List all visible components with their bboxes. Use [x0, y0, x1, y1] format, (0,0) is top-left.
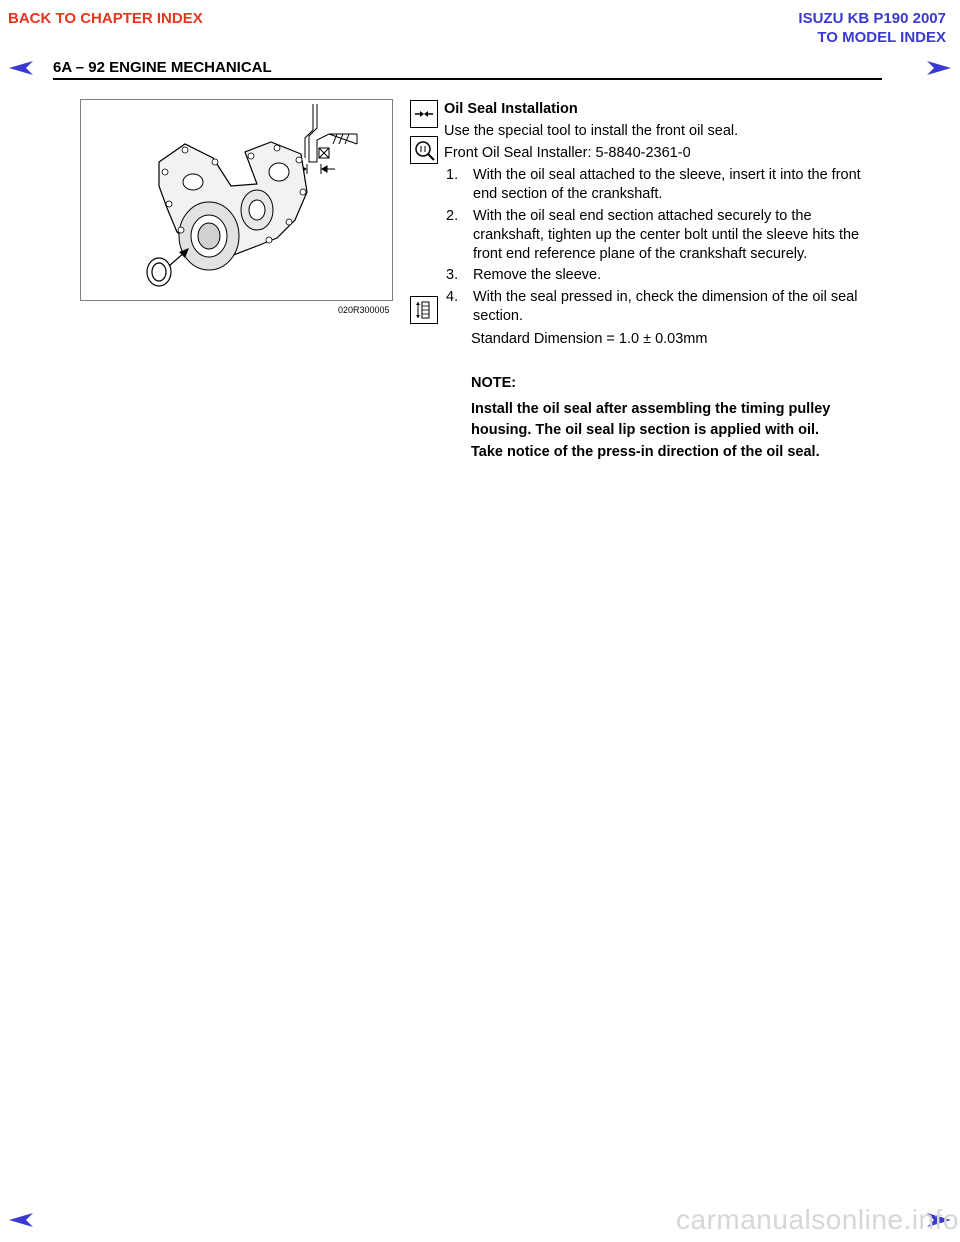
note-label: NOTE: — [471, 375, 517, 391]
back-to-chapter-index-link[interactable]: BACK TO CHAPTER INDEX — [8, 10, 203, 27]
tool-spec-text: Front Oil Seal Installer: 5-8840-2361-0 — [444, 145, 691, 161]
magnifier-inspect-icon — [410, 136, 438, 164]
install-arrows-icon — [410, 100, 438, 128]
watermark: carmanualsonline.info — [676, 1204, 959, 1235]
step-text: With the seal pressed in, check the dimension of the oil seal section. — [473, 289, 858, 324]
step-number: 3. — [446, 267, 459, 283]
note-text: Install the oil seal after assembling the timing pulley housing. The oil seal lip section is applied with oil. — [471, 401, 831, 438]
step-text: With the oil seal attached to the sleeve, insert it into the front end section of the crankshaft. — [473, 167, 861, 202]
prev-page-arrow-icon[interactable] — [8, 60, 34, 76]
step-number: 1. — [446, 167, 459, 183]
step-number: 4. — [446, 289, 459, 305]
step-text: Remove the sleeve. — [473, 267, 602, 283]
step-text: With the oil seal end section attached securely to the crankshaft, tighten up the center bolt until the sleeve hits the front end reference plane of the crankshaft securely. — [473, 208, 860, 262]
prev-page-arrow-icon[interactable] — [8, 1212, 34, 1228]
model-title-link[interactable]: ISUZU KB P190 2007 — [798, 10, 946, 27]
measure-icon — [410, 296, 438, 324]
standard-dimension-text: Standard Dimension = 1.0 ± 0.03mm — [471, 331, 708, 347]
section-title: Oil Seal Installation — [444, 101, 578, 117]
header-divider — [53, 78, 882, 80]
intro-text: Use the special tool to install the front oil seal. — [444, 123, 739, 139]
next-page-arrow-icon[interactable] — [926, 60, 952, 76]
timing-housing-figure — [80, 99, 393, 301]
figure-caption: 020R300005 — [338, 305, 390, 315]
step-number: 2. — [446, 208, 459, 224]
to-model-index-link[interactable]: TO MODEL INDEX — [817, 29, 946, 46]
oil-seal-illustration — [81, 100, 392, 300]
page-header-title: 6A – 92 ENGINE MECHANICAL — [53, 59, 272, 76]
note-text-direction: Take notice of the press-in direction of the oil seal. — [471, 444, 820, 460]
